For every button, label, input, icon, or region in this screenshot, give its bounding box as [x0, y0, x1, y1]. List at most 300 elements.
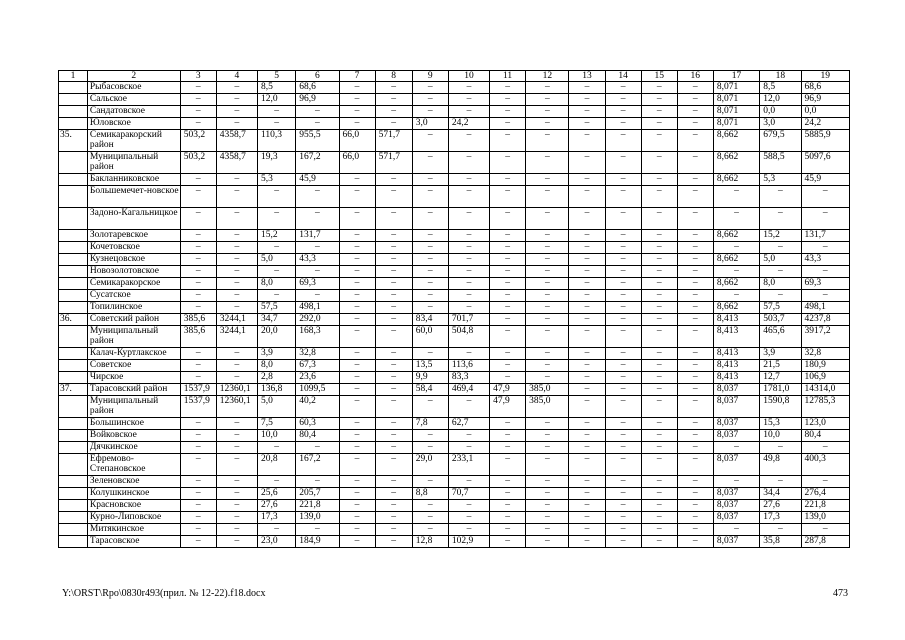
table-cell: 12,0: [760, 94, 801, 106]
table-cell: –: [526, 348, 569, 360]
table-cell: –: [801, 476, 850, 488]
column-header: 2: [87, 71, 180, 82]
table-cell: –: [180, 106, 216, 118]
table-cell: –: [375, 476, 412, 488]
table-cell: 503,2: [180, 130, 216, 152]
table-cell: –: [258, 118, 296, 130]
table-cell: –: [569, 500, 605, 512]
table-cell: –: [412, 242, 448, 254]
table-cell: –: [605, 524, 641, 536]
table-cell: –: [180, 230, 216, 242]
table-cell: –: [258, 442, 296, 454]
table-row: [59, 418, 850, 430]
table-cell: –: [641, 314, 677, 326]
table-cell: 80,4: [296, 430, 339, 442]
table-cell: –: [296, 186, 339, 208]
table-cell: –: [375, 454, 412, 476]
table-cell: –: [605, 326, 641, 348]
row-name: Бакланниковское: [87, 174, 180, 186]
table-cell: 3,9: [760, 348, 801, 360]
table-cell: 40,2: [296, 396, 339, 418]
table-cell: 205,7: [296, 488, 339, 500]
table-cell: –: [375, 118, 412, 130]
table-cell: –: [641, 476, 677, 488]
table-cell: 8,662: [713, 230, 759, 242]
table-cell: –: [641, 186, 677, 208]
table-cell: –: [641, 418, 677, 430]
table-cell: –: [448, 430, 489, 442]
table-row: [59, 348, 850, 360]
row-number: [59, 106, 88, 118]
table-cell: –: [713, 208, 759, 230]
table-cell: –: [448, 278, 489, 290]
table-cell: 106,9: [801, 372, 850, 384]
table-cell: –: [375, 348, 412, 360]
row-number: [59, 94, 88, 106]
table-cell: –: [180, 208, 216, 230]
table-cell: –: [375, 266, 412, 278]
table-cell: –: [526, 476, 569, 488]
table-cell: –: [569, 208, 605, 230]
table-cell: –: [412, 208, 448, 230]
table-cell: –: [412, 512, 448, 524]
table-cell: –: [605, 152, 641, 174]
table-cell: 679,5: [760, 130, 801, 152]
table-cell: –: [216, 418, 257, 430]
table-cell: –: [569, 360, 605, 372]
table-cell: –: [641, 536, 677, 548]
table-cell: –: [258, 266, 296, 278]
table-cell: –: [526, 372, 569, 384]
table-cell: 1590,8: [760, 396, 801, 418]
table-cell: –: [526, 524, 569, 536]
row-name: Войковское: [87, 430, 180, 442]
table-cell: –: [216, 174, 257, 186]
table-cell: 102,9: [448, 536, 489, 548]
table-cell: –: [641, 488, 677, 500]
table-cell: –: [677, 82, 713, 94]
table-cell: 3917,2: [801, 326, 850, 348]
table-cell: –: [490, 500, 526, 512]
table-cell: –: [490, 488, 526, 500]
table-cell: –: [216, 536, 257, 548]
column-header: 18: [760, 71, 801, 82]
table-cell: –: [339, 348, 375, 360]
column-header: 15: [641, 71, 677, 82]
table-cell: –: [677, 130, 713, 152]
table-row: [59, 290, 850, 302]
table-cell: –: [760, 476, 801, 488]
table-cell: –: [339, 254, 375, 266]
table-cell: –: [412, 152, 448, 174]
table-cell: –: [448, 230, 489, 242]
table-cell: 15,2: [760, 230, 801, 242]
table-cell: 12,0: [258, 94, 296, 106]
table-cell: –: [412, 186, 448, 208]
table-cell: –: [375, 230, 412, 242]
table-cell: –: [448, 152, 489, 174]
table-cell: –: [339, 372, 375, 384]
table-row: [59, 302, 850, 314]
row-number: [59, 536, 88, 548]
table-row: [59, 130, 850, 152]
table-cell: –: [180, 488, 216, 500]
data-table: [58, 70, 850, 548]
table-cell: –: [180, 174, 216, 186]
table-cell: –: [801, 242, 850, 254]
table-cell: –: [605, 266, 641, 278]
table-cell: –: [526, 152, 569, 174]
table-cell: –: [216, 348, 257, 360]
table-cell: 1099,5: [296, 384, 339, 396]
table-cell: –: [412, 348, 448, 360]
table-cell: –: [258, 524, 296, 536]
table-cell: –: [180, 186, 216, 208]
table-cell: –: [412, 106, 448, 118]
table-cell: –: [258, 290, 296, 302]
table-cell: –: [526, 360, 569, 372]
table-cell: –: [339, 302, 375, 314]
table-cell: 49,8: [760, 454, 801, 476]
table-cell: 32,8: [801, 348, 850, 360]
table-cell: –: [605, 130, 641, 152]
table-cell: –: [677, 94, 713, 106]
table-cell: –: [375, 254, 412, 266]
column-header: 12: [526, 71, 569, 82]
header-row: [59, 71, 850, 82]
table-cell: –: [526, 230, 569, 242]
table-cell: 20,0: [258, 326, 296, 348]
table-cell: –: [180, 430, 216, 442]
table-cell: –: [180, 372, 216, 384]
table-cell: 8,413: [713, 326, 759, 348]
table-cell: 60,0: [412, 326, 448, 348]
table-cell: –: [641, 524, 677, 536]
table-cell: –: [448, 266, 489, 278]
table-cell: –: [339, 536, 375, 548]
row-name: Золотаревское: [87, 230, 180, 242]
table-cell: –: [490, 254, 526, 266]
table-cell: –: [375, 186, 412, 208]
table-cell: –: [677, 524, 713, 536]
table-cell: –: [490, 418, 526, 430]
table-row: [59, 242, 850, 254]
table-cell: –: [216, 290, 257, 302]
table-cell: –: [569, 488, 605, 500]
table-cell: –: [526, 430, 569, 442]
table-cell: –: [490, 208, 526, 230]
row-name: Тарасовский район: [87, 384, 180, 396]
row-number: 35.: [59, 130, 88, 152]
table-cell: –: [339, 326, 375, 348]
table-cell: 701,7: [448, 314, 489, 326]
table-cell: 68,6: [296, 82, 339, 94]
table-cell: –: [375, 500, 412, 512]
table-cell: –: [760, 242, 801, 254]
column-header: 13: [569, 71, 605, 82]
table-cell: –: [641, 118, 677, 130]
row-name: Советское: [87, 360, 180, 372]
table-cell: 57,5: [760, 302, 801, 314]
table-row: [59, 454, 850, 476]
page-number: 473: [833, 588, 848, 599]
column-header: 9: [412, 71, 448, 82]
table-cell: 5097,6: [801, 152, 850, 174]
table-cell: 503,7: [760, 314, 801, 326]
table-cell: 588,5: [760, 152, 801, 174]
table-cell: –: [339, 174, 375, 186]
table-cell: –: [180, 290, 216, 302]
table-cell: –: [526, 512, 569, 524]
table-cell: –: [448, 254, 489, 266]
table-cell: –: [490, 360, 526, 372]
row-name: Муниципальный район: [87, 326, 180, 348]
row-number: [59, 82, 88, 94]
table-cell: 27,6: [760, 500, 801, 512]
table-cell: –: [216, 454, 257, 476]
table-cell: –: [216, 278, 257, 290]
table-cell: 3244,1: [216, 314, 257, 326]
row-number: 37.: [59, 384, 88, 396]
table-cell: –: [605, 512, 641, 524]
table-cell: –: [180, 254, 216, 266]
row-number: [59, 186, 88, 208]
table-cell: –: [216, 372, 257, 384]
table-cell: –: [641, 130, 677, 152]
table-cell: 9,9: [412, 372, 448, 384]
table-cell: 400,3: [801, 454, 850, 476]
table-cell: –: [339, 500, 375, 512]
table-cell: 12360,1: [216, 384, 257, 396]
table-cell: –: [641, 454, 677, 476]
table-cell: 62,7: [448, 418, 489, 430]
table-cell: –: [526, 536, 569, 548]
row-number: [59, 396, 88, 418]
table-cell: –: [490, 266, 526, 278]
table-cell: 385,0: [526, 384, 569, 396]
table-cell: –: [216, 360, 257, 372]
table-cell: –: [490, 314, 526, 326]
table-cell: –: [339, 94, 375, 106]
row-number: [59, 290, 88, 302]
table-cell: –: [375, 208, 412, 230]
table-cell: 8,413: [713, 360, 759, 372]
row-number: [59, 302, 88, 314]
table-cell: –: [412, 82, 448, 94]
table-cell: –: [641, 208, 677, 230]
table-cell: 25,6: [258, 488, 296, 500]
table-cell: –: [258, 186, 296, 208]
table-cell: –: [296, 290, 339, 302]
table-cell: 3244,1: [216, 326, 257, 348]
table-cell: –: [569, 254, 605, 266]
table-row: [59, 208, 850, 230]
table-cell: –: [526, 208, 569, 230]
table-cell: 8,5: [760, 82, 801, 94]
table-cell: –: [677, 242, 713, 254]
table-cell: 3,9: [258, 348, 296, 360]
document-sheet: [58, 70, 850, 548]
table-cell: –: [375, 536, 412, 548]
table-row: [59, 266, 850, 278]
table-cell: 8,413: [713, 372, 759, 384]
row-number: [59, 512, 88, 524]
table-row: [59, 106, 850, 118]
table-body: [59, 71, 850, 548]
table-cell: 60,3: [296, 418, 339, 430]
table-cell: –: [677, 314, 713, 326]
table-cell: –: [180, 418, 216, 430]
table-cell: –: [526, 254, 569, 266]
table-cell: –: [448, 94, 489, 106]
table-cell: –: [216, 242, 257, 254]
table-cell: –: [180, 500, 216, 512]
table-cell: 70,7: [448, 488, 489, 500]
table-cell: –: [605, 208, 641, 230]
table-cell: –: [339, 82, 375, 94]
table-cell: –: [339, 430, 375, 442]
table-cell: –: [605, 230, 641, 242]
table-cell: –: [569, 302, 605, 314]
table-cell: –: [490, 230, 526, 242]
row-number: [59, 360, 88, 372]
table-cell: –: [641, 242, 677, 254]
table-cell: –: [448, 82, 489, 94]
table-cell: –: [339, 524, 375, 536]
table-cell: –: [339, 118, 375, 130]
table-cell: 23,0: [258, 536, 296, 548]
table-cell: –: [641, 278, 677, 290]
table-row: [59, 512, 850, 524]
table-cell: 12785,3: [801, 396, 850, 418]
table-cell: –: [569, 118, 605, 130]
table-cell: –: [641, 396, 677, 418]
table-cell: –: [296, 442, 339, 454]
table-cell: 498,1: [801, 302, 850, 314]
table-cell: –: [713, 476, 759, 488]
table-cell: –: [641, 326, 677, 348]
column-header: 10: [448, 71, 489, 82]
table-cell: –: [677, 476, 713, 488]
table-cell: 276,4: [801, 488, 850, 500]
row-number: [59, 326, 88, 348]
column-header: 5: [258, 71, 296, 82]
table-cell: –: [677, 254, 713, 266]
table-cell: –: [605, 82, 641, 94]
table-cell: –: [412, 476, 448, 488]
column-header: 1: [59, 71, 88, 82]
table-cell: –: [490, 348, 526, 360]
table-cell: –: [375, 82, 412, 94]
row-number: [59, 372, 88, 384]
table-cell: 8,8: [412, 488, 448, 500]
row-name: Семикаракорский район: [87, 130, 180, 152]
table-cell: –: [713, 186, 759, 208]
table-cell: –: [605, 242, 641, 254]
table-cell: 465,6: [760, 326, 801, 348]
table-cell: 1537,9: [180, 384, 216, 396]
table-cell: –: [375, 290, 412, 302]
table-cell: –: [713, 242, 759, 254]
table-cell: 7,8: [412, 418, 448, 430]
table-cell: –: [412, 266, 448, 278]
table-cell: –: [490, 476, 526, 488]
table-cell: –: [605, 536, 641, 548]
table-cell: –: [569, 396, 605, 418]
table-cell: 8,037: [713, 384, 759, 396]
table-cell: –: [296, 208, 339, 230]
table-cell: –: [605, 348, 641, 360]
table-cell: 12,8: [412, 536, 448, 548]
table-cell: –: [677, 384, 713, 396]
table-cell: 8,037: [713, 536, 759, 548]
table-cell: –: [412, 130, 448, 152]
table-cell: –: [448, 512, 489, 524]
table-cell: –: [180, 536, 216, 548]
row-number: [59, 152, 88, 174]
table-cell: –: [375, 278, 412, 290]
row-name: Советский район: [87, 314, 180, 326]
table-cell: –: [412, 302, 448, 314]
table-cell: 167,2: [296, 454, 339, 476]
table-row: [59, 500, 850, 512]
table-cell: 123,0: [801, 418, 850, 430]
row-number: [59, 230, 88, 242]
table-cell: 385,0: [526, 396, 569, 418]
table-cell: –: [490, 302, 526, 314]
table-cell: –: [526, 186, 569, 208]
table-cell: –: [605, 118, 641, 130]
row-name: Сандатовское: [87, 106, 180, 118]
table-cell: 21,5: [760, 360, 801, 372]
table-cell: –: [490, 430, 526, 442]
table-cell: –: [490, 536, 526, 548]
table-cell: –: [605, 314, 641, 326]
table-cell: –: [296, 524, 339, 536]
table-cell: –: [641, 372, 677, 384]
table-cell: –: [375, 512, 412, 524]
table-cell: –: [569, 278, 605, 290]
row-number: [59, 476, 88, 488]
table-cell: –: [490, 278, 526, 290]
table-cell: –: [339, 278, 375, 290]
table-cell: –: [569, 186, 605, 208]
row-number: [59, 454, 88, 476]
table-cell: –: [677, 512, 713, 524]
table-cell: –: [569, 82, 605, 94]
table-cell: –: [180, 302, 216, 314]
row-name: Большемечет-новское: [87, 186, 180, 208]
table-cell: 14314,0: [801, 384, 850, 396]
table-cell: 29,0: [412, 454, 448, 476]
table-cell: 5885,9: [801, 130, 850, 152]
row-name: Задоно-Кагальницкое: [87, 208, 180, 230]
table-cell: –: [677, 266, 713, 278]
table-cell: 168,3: [296, 326, 339, 348]
table-cell: –: [490, 186, 526, 208]
table-cell: –: [375, 174, 412, 186]
table-cell: –: [605, 418, 641, 430]
table-cell: –: [375, 360, 412, 372]
table-cell: –: [490, 290, 526, 302]
table-cell: –: [448, 396, 489, 418]
table-cell: –: [677, 372, 713, 384]
table-cell: –: [448, 302, 489, 314]
table-cell: 180,9: [801, 360, 850, 372]
table-cell: –: [677, 348, 713, 360]
row-name: Тарасовское: [87, 536, 180, 548]
table-cell: –: [605, 430, 641, 442]
